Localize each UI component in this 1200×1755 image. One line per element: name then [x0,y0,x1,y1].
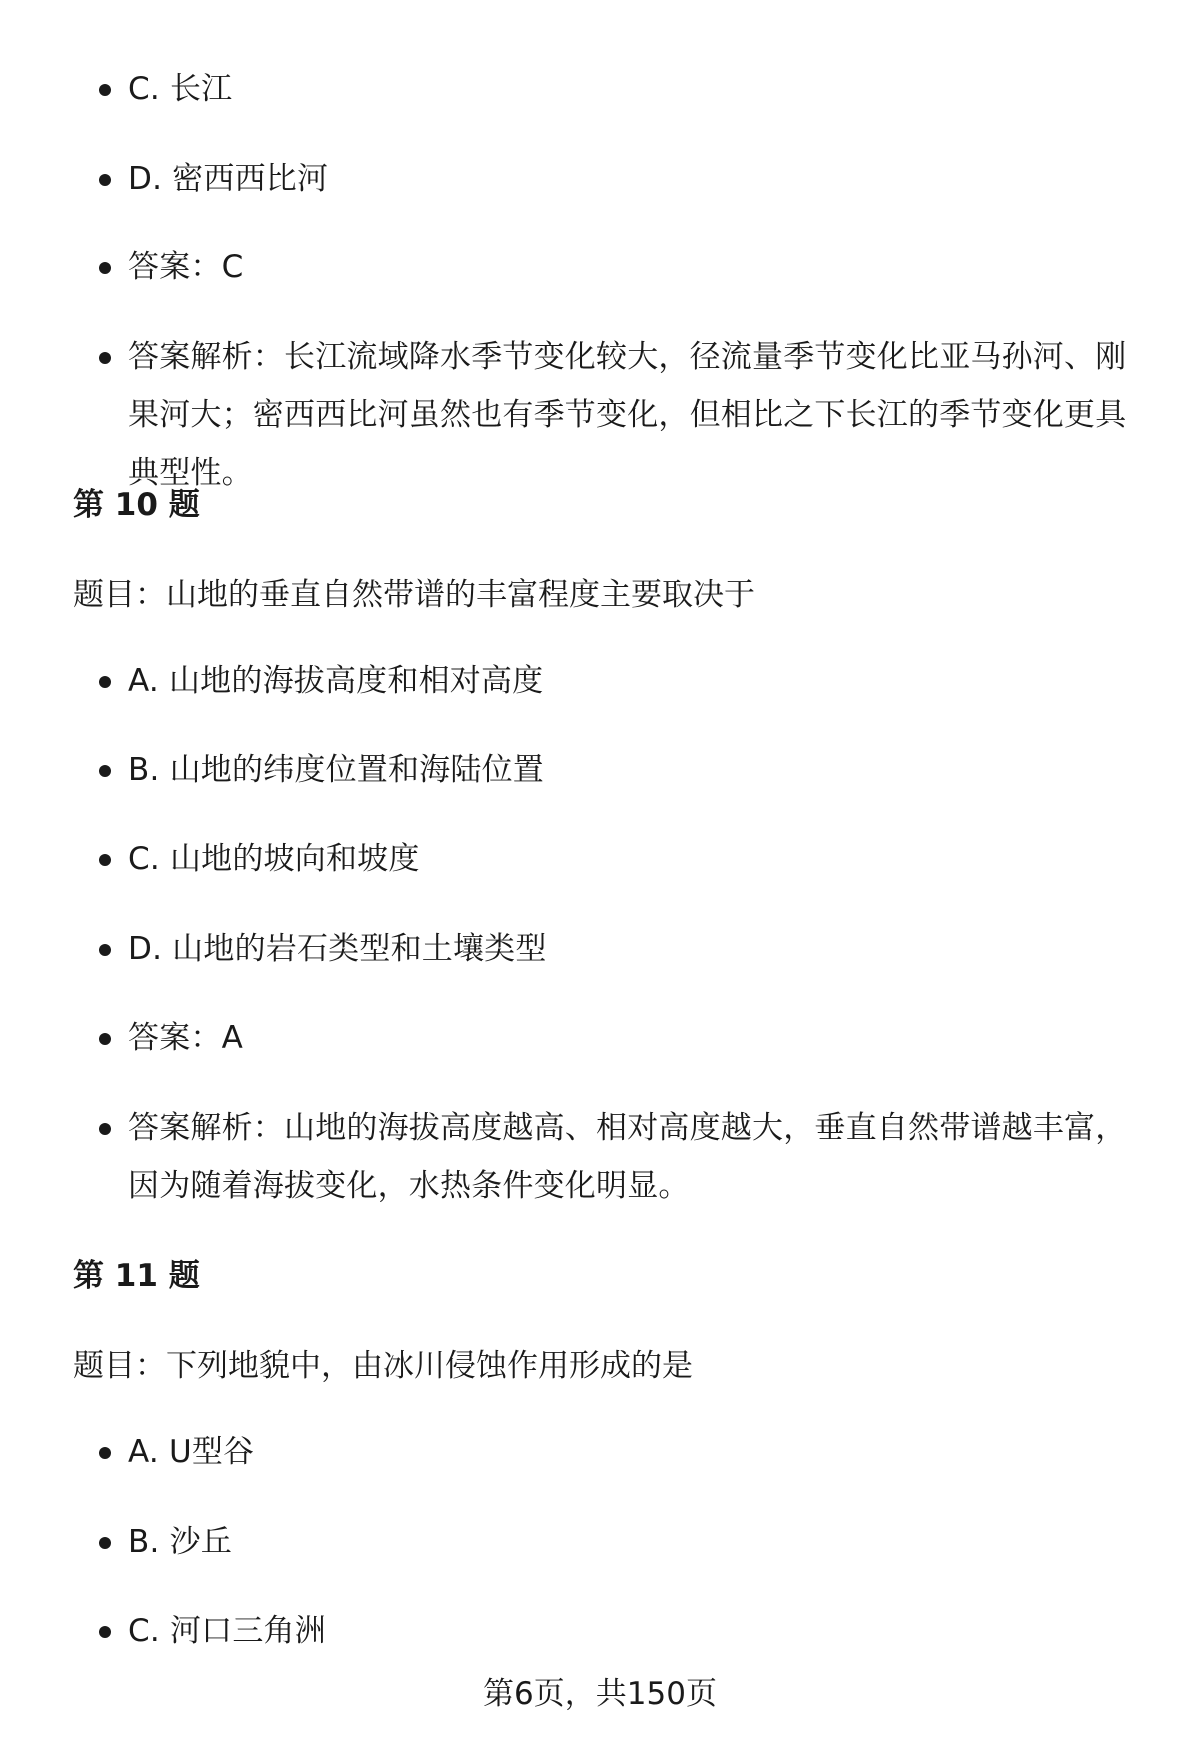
option-d: D. 山地的岩石类型和土壤类型 [128,920,1143,978]
answer-analysis: 答案解析：长江流域降水季节变化较大，径流量季节变化比亚马孙河、刚果河大；密西西比河虽然也有季节变化，但相比之下长江的季节变化更具典型性。 [128,328,1143,502]
question-text: 题目：山地的垂直自然带谱的丰富程度主要取决于 [73,577,755,613]
question-heading: 第 10 题 [73,487,200,523]
answer-analysis: 答案解析：山地的海拔高度越高、相对高度越大，垂直自然带谱越丰富，因为随着海拔变化，水热条件变化明显。 [128,1099,1143,1215]
option-c: C. 山地的坡向和坡度 [128,830,1143,888]
option-b: B. 山地的纬度位置和海陆位置 [128,741,1143,799]
option-a: A. 山地的海拔高度和相对高度 [128,652,1143,710]
answer: 答案：C [128,238,1143,296]
answer: 答案：A [128,1009,1143,1067]
page-number-footer: 第6页，共150页 [483,1676,717,1712]
option-c: C. 河口三角洲 [128,1602,1143,1660]
option-a: A. U型谷 [128,1423,1143,1481]
question-heading: 第 11 题 [73,1258,200,1294]
option-d: D. 密西西比河 [128,150,1143,208]
option-c: C. 长江 [128,60,1143,118]
option-b: B. 沙丘 [128,1513,1143,1571]
question-text: 题目：下列地貌中，由冰川侵蚀作用形成的是 [73,1348,693,1384]
